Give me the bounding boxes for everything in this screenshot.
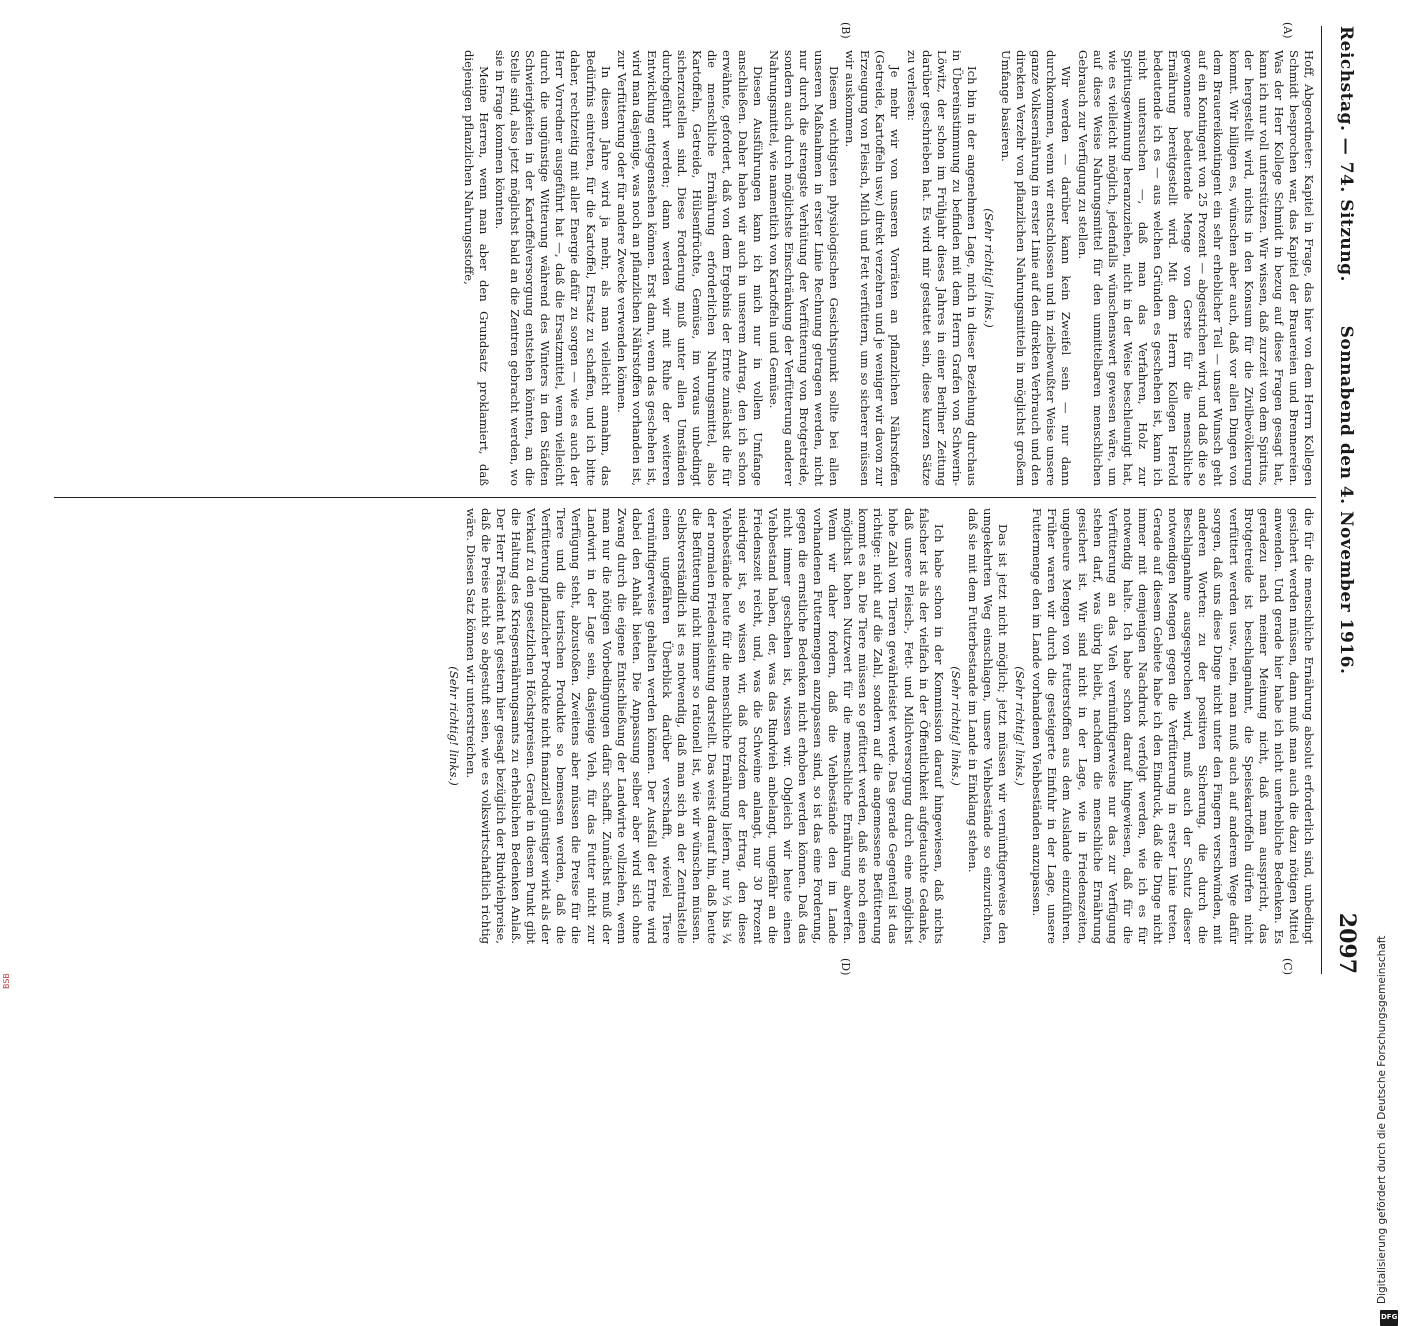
interjection: (Sehr richtig! links.)	[948, 666, 963, 786]
interjection: (Sehr richtig! links.)	[1013, 666, 1028, 786]
margin-marker-a: (A)	[1281, 22, 1294, 39]
paragraph: Ich habe schon in der Kommission darauf hingewiesen, daß nichts falscher ist als der vielfach in der Öffentlichkeit aufgetauchte Gedanke, daß unsere Fleisch-, Fett- und Milchversorgung durch eine möglichst hohe Zahl von Tieren gewährleistet werde. Das gerade Gegenteil ist das richtige: nicht auf die Zahl, sondern auf die angemessene Befütterung kommt es an. Die Tiere müssen so gefüttert werden, daß sie noch einen möglichst hohen Nutzwert für die menschliche Ernährung abwerfen. Wenn wir daher fordern, daß die Viehbestände den im Lande vorhandenen Futtermengen anzupassen sind, so ist das eine Forderung, gegen die ernstliche Bedenken nicht erhoben werden können. Daß das nicht immer geschehen ist, wissen wir. Obgleich wir heute einen Viehbestand haben, der, was das Rindvieh anbelangt, ungefähr an die Friedenszeit reicht, und, was die Schweine anlangt, nur 30 Prozent niedriger ist, so wissen wir, daß trotzdem der Ertrag, den diese Viehbestände heute für die menschliche Ernährung liefern, nur ⅓ bis ¼ der normalen Friedensleistung darstellt. Das weist darauf hin, daß heute die Befütterung nicht immer so rationell ist, wie wir wünschen müssen. Selbstverständlich ist es notwendig, daß man sich an der Zentralstelle einen ungefähren Überblick darüber verschafft, wieviel Tiere vernünftigerweise gehalten werden können. Der Ausfall der Ernte wird dabei den Anhalt bieten. Die Anpassung selber aber wird sich ohne Zwang durch die eigene Entschließung der Landwirte vollziehen, wenn man nur die nötigen Vorbedingungen dafür schafft. Zunächst muß der Landwirt in der Lage sein, dasjenige Vieh, für das Futter nicht zur Verfügung steht, abzustoßen. Zweitens aber müssen die Preise für die Tiere und die tierischen Produkte so bemessen werden, daß die Verfütterung pflanzlicher Produkte nicht finanziell günstiger wirkt als der Verkauf zu den gesetzlichen Höchstpreisen. Gerade in diesem Punkt gibt die Haltung des Kriegsernährungsamts zu erheblichen Bedenken Anlaß. Der Herr Präsident hat gestern hier gesagt bezüglich der Rindviehpreise, daß die Preise nicht so abgestuft seien, wie es volkswirtschaftlich richtig wäre. Diesen Satz können wir unterstreichen.	[463, 508, 946, 944]
margin-marker-d: (D)	[839, 958, 852, 976]
paragraph: Das ist jetzt nicht möglich; jetzt müssen wir vernünftigerweise den umgekehrten Weg einschlagen, unsere Viehbestände so einzurichten, daß sie mit dem Futterbestande im Lande in Einklang stehen.	[965, 508, 1011, 944]
quotation: Je mehr wir von unseren Vorräten an pflanzlichen Nährstoffen (Getreide, Kartoffeln usw.) direkt verzehren und je weniger wir davon zur Erzeugung von Fleisch, Milch und Fett verfüttern, um so sicherer müssen wir auskommen.	[843, 50, 903, 486]
header-date: Sonnabend den 4. November 1916.	[1336, 325, 1356, 675]
paragraph: Wir werden — darüber kann kein Zweifel sein — nur dann durchkommen, wenn wir entschlossen und in zielbewußter Weise unsere ganze Volksernährung in erster Linie auf den direkten Verbrauch und den direkten Verzehr von pflanzlichen Nahrungsmitteln in möglichst großem Umfange basieren.	[999, 50, 1074, 486]
paragraph: Meine Herren, wenn man aber den Grundsatz proklamiert, daß diejenigen pflanzlichen Nahrungsstoffe,	[461, 50, 491, 486]
header-left-title: Reichstag. — 74. Sitzung.	[1336, 26, 1356, 282]
page-header	[1321, 26, 1362, 974]
paragraph: Hoff, Abgeordneter: Kapitel in Frage, das hier von dem Herrn Kollegen Schmidt besprochen war, das Kapitel der Brauereien und Brennereien. Was der Herr Kollege Schmidt in bezug auf diese Fragen gesagt hat, kann ich nur voll unterstützen. Wir wissen, daß zurzeit von dem Spiritus, der hergestellt wird, nichts in den Konsum für die Zivilbevölkerung kommt. Wir billigen es, wünschen aber auch, daß vor allen Dingen von dem Brauereikontingent ein sehr erheblicher Teil — unser Wunsch geht auf ein Kontingent von 25 Prozent — abgestrichen wird, und daß die so gewonnene bedeutende Menge von Gerste für die menschliche Ernährung bereitgestellt wird. Mit dem Herrn Kollegen Herold bedeutende ich es — aus welchen Gründen es geschehen ist, kann ich nicht untersuchen —, daß man das Verfahren, Holz zur Spiritusgewinnung heranzuziehen, nicht in der Weise beschleunigt hat, wie es vielleicht möglich, jedenfalls wünschenswert gewesen wäre, um auf diese Weise Nahrungsmittel für den unmittelbaren menschlichen Gebrauch zur Verfügung zu stellen.	[1075, 50, 1316, 486]
library-mark: BSB	[2, 973, 11, 989]
column-divider	[54, 497, 1316, 498]
credit-text: Digitalisierung gefördert durch die Deutsche Forschungsgemeinschaft	[1376, 935, 1388, 1304]
margin-marker-b: (B)	[839, 22, 852, 39]
rotated-document-page	[40, 16, 1372, 984]
page-number: 2097	[1334, 912, 1360, 974]
quotation: Diesem wichtigsten physiologischen Gesichtspunkt sollte bei allen unseren Maßnahmen in erster Linie Rechnung getragen werden, nicht nur durch die strengste Verhütung der Verfütterung von Brotgetreide, sondern auch durch möglichste Einschränkung der Verfütterung anderer Nahrungsmittel, wie namentlich von Kartoffeln und Gemüse.	[766, 50, 842, 486]
paragraph: In diesem Jahre wird ja mehr, als man vielleicht annahm, das Bedürfnis eintreten, für die Kartoffel, Ersatz zu schaffen, und ich bitte daher, rechtzeitig mit aller Energie dafür zu sorgen — wie es auch der Herr Vorredner ausgeführt hat —, daß die Ersatzmittel, wenn vielleicht durch die ungünstige Witterung während des Winters in den Städten Schwierigkeiten in der Kartoffelversorgung entstehen könnten, an die Stelle sind, also jetzt möglichst bald an die Zentren gebracht werden, wo sie in Frage kommen könnten.	[493, 50, 613, 486]
interjection: (Sehr richtig! links.)	[446, 666, 461, 786]
dfg-logo-icon: DFG	[1380, 1310, 1398, 1326]
left-text-column	[54, 50, 1316, 486]
paragraph: Diesen Ausführungen kann ich mich nur in vollem Umfange anschließen. Daher haben wir auch in unserem Antrag, den ich schon erwähnte, gefordert, daß von dem Ergebnis der Ernte zunächst die für die menschliche Ernährung erforderlichen Nahrungsmittel, also Kartoffeln, Getreide, Hülsenfrüchte, Gemüse, im voraus unbedingt sicherzustellen sind. Diese Forderung muß unter allen Umständen durchgeführt werden; dann werden wir mit Ruhe der weiteren Entwicklung entgegensehen können. Erst dann, wenn das geschehen ist, wird man dasjenige, was noch an pflanzlichen Nährstoffen vorhanden ist, zur Verfütterung oder für andere Zwecke verwenden können.	[614, 50, 765, 486]
paragraph: die für die menschliche Ernährung absolut erforderlich sind, unbedingt gesichert werden müssen, dann muß man auch die dazu nötigen Mittel anwenden. Und gerade hier habe ich nicht unerhebliche Bedenken. Es geradezu nach meiner Meinung nicht, daß man ausspricht, das Brotgetreide ist beschlagnahmt, die Speisekartoffeln dürfen nicht verfüttert werden usw., nein, man muß auch auf anderem Wege dafür sorgen, daß uns diese Dinge nicht unter den Fingern verschwinden, mit anderen Worten: zu der positiven Sicherung, die durch die Beschlagnahme ausgesprochen wird, muß auch der Schutz dieser notwendigen Mengen gegen die Verfütterung in erster Linie treten. Gerade auf diesem Gebiete habe ich den Eindruck, daß die Dinge nicht immer mit demjenigen Nachdruck verfolgt werden, wie ich es für notwendig halte. Ich habe schon darauf hingewiesen, daß für die Verfütterung an das Vieh vernünftigerweise nur das zur Verfügung stehen darf, was übrig bleibt, nachdem die menschliche Ernährung gesichert ist. Wir sind nicht in der Lage, wie in Friedenszeiten, ungeheure Mengen von Futterstoffen aus dem Auslande einzuführen. Früher waren wir durch die gesteigerte Einfuhr in der Lage, unsere Futtermenge den im Lande vorhandenen Viehbeständen anzupassen.	[1030, 508, 1316, 944]
interjection: (Sehr richtig! links.)	[982, 208, 997, 328]
right-text-column	[54, 508, 1316, 944]
margin-marker-c: (C)	[1281, 958, 1294, 975]
paragraph: Ich bin in der angenehmen Lage, mich in dieser Beziehung durchaus in Übereinstimmung zu befinden mit dem Herrn Grafen von Schwerin-Löwitz, der schon im Frühjahr dieses Jahres in einer Berliner Zeitung darüber geschrieben hat. Es wird mir gestattet sein, diese kurzen Sätze zu verlesen:	[904, 50, 979, 486]
digitization-credit	[1372, 935, 1398, 1308]
